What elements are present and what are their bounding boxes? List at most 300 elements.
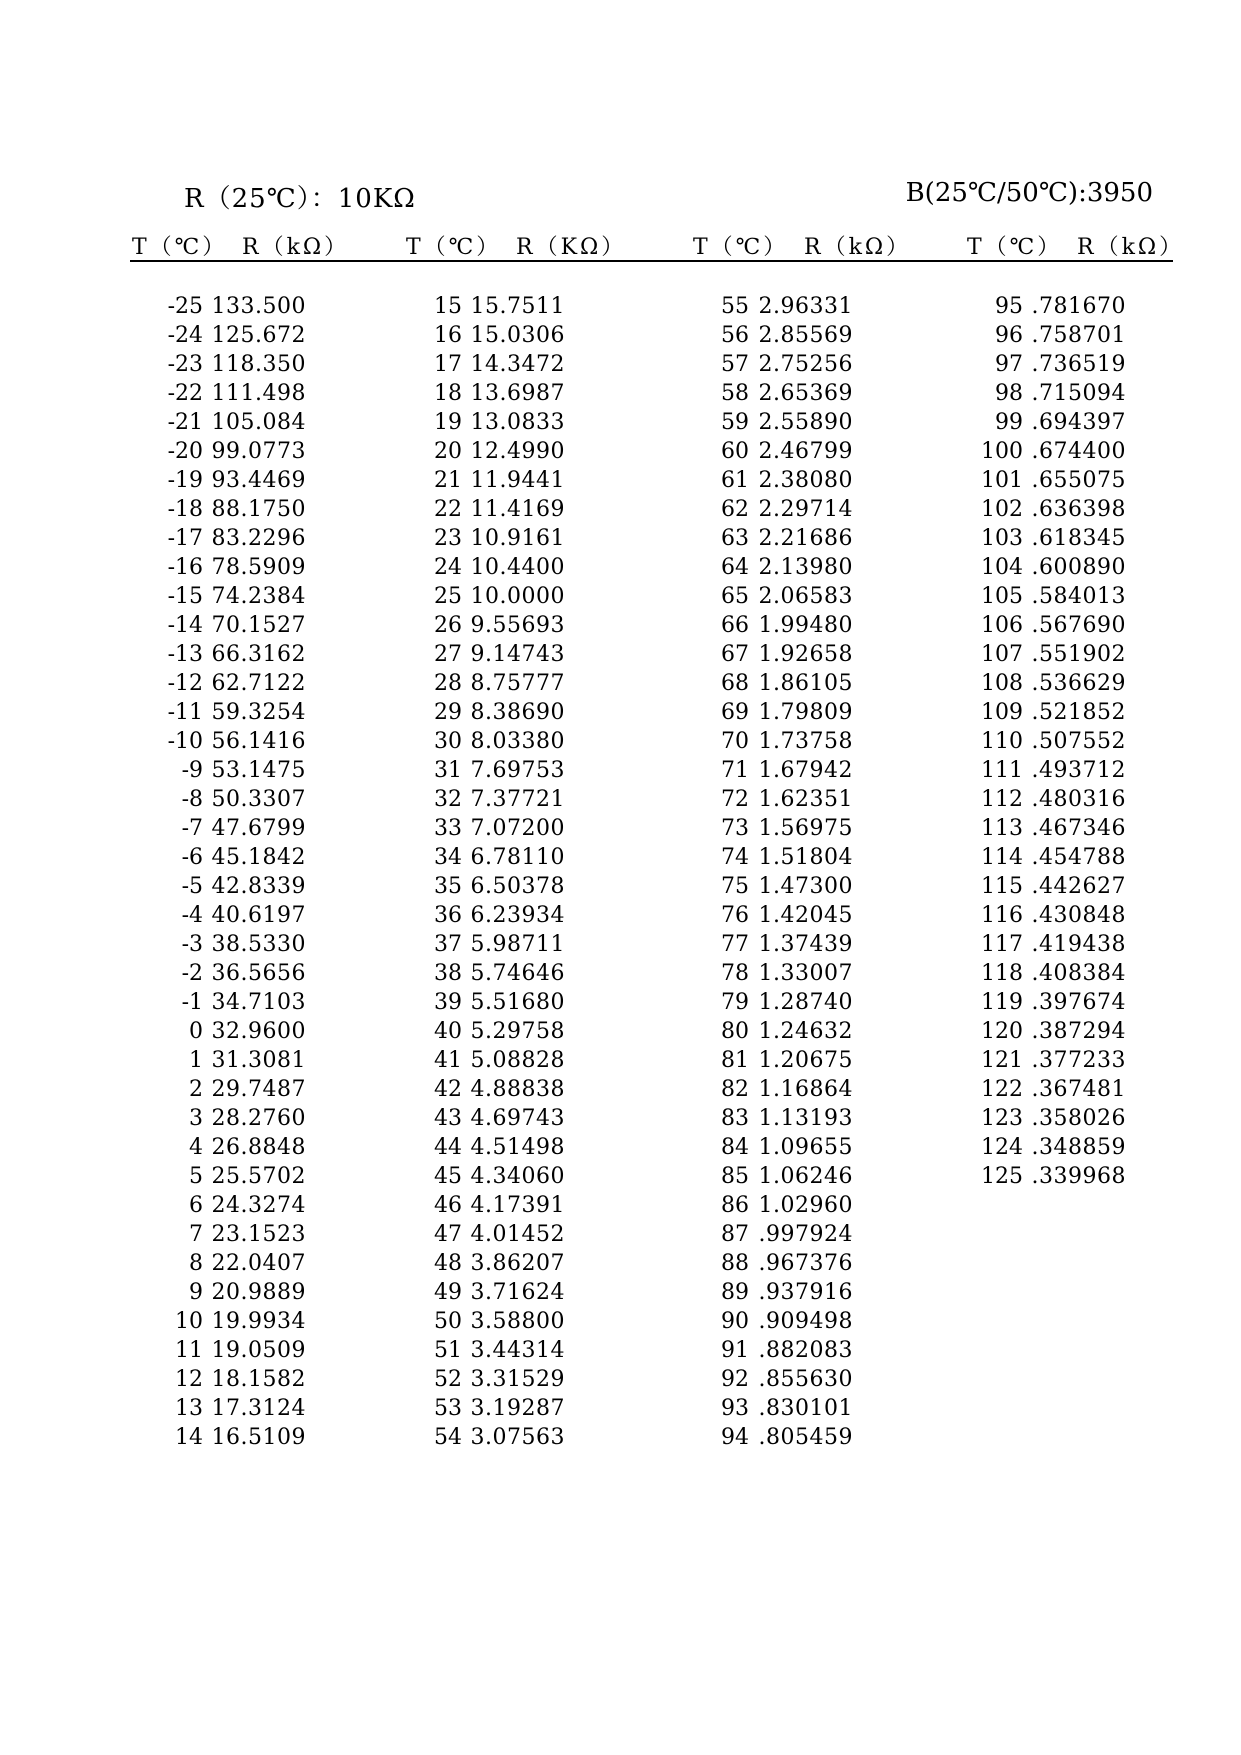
table-row — [130, 700, 1173, 729]
resistance-cell: .584013 — [1031, 584, 1126, 609]
temperature-cell: 122 — [981, 1077, 1023, 1102]
temperature-cell: 36 — [434, 903, 462, 928]
temperature-cell: 35 — [434, 874, 462, 899]
table-row — [130, 729, 1173, 758]
temperature-cell: 58 — [721, 381, 749, 406]
temperature-cell: 78 — [721, 961, 749, 986]
resistance-cell: 59.3254 — [211, 700, 306, 725]
temperature-cell: 115 — [981, 874, 1023, 899]
temperature-cell: 20 — [434, 439, 462, 464]
table-header — [130, 228, 1185, 262]
temperature-cell: -10 — [167, 729, 203, 754]
resistance-cell: 8.03380 — [470, 729, 565, 754]
resistance-cell: 15.0306 — [470, 323, 565, 348]
resistance-cell: .480316 — [1031, 787, 1126, 812]
temperature-cell: 2 — [189, 1077, 203, 1102]
resistance-cell: .909498 — [758, 1309, 853, 1334]
temperature-cell: -23 — [167, 352, 203, 377]
resistance-cell: 62.7122 — [211, 671, 306, 696]
resistance-cell: .736519 — [1031, 352, 1126, 377]
resistance-cell: .454788 — [1031, 845, 1126, 870]
temperature-cell: 21 — [434, 468, 462, 493]
temperature-cell: -4 — [181, 903, 203, 928]
table-row — [130, 1048, 1173, 1077]
temperature-cell: 66 — [721, 613, 749, 638]
temperature-cell: 28 — [434, 671, 462, 696]
resistance-cell: .358026 — [1031, 1106, 1126, 1131]
resistance-cell: 1.92658 — [758, 642, 853, 667]
header-resistance-3: R（kΩ） — [804, 235, 912, 260]
resistance-cell: 6.78110 — [470, 845, 565, 870]
resistance-cell: 11.4169 — [470, 497, 565, 522]
temperature-cell: -8 — [181, 787, 203, 812]
temperature-cell: 77 — [721, 932, 749, 957]
temperature-cell: -2 — [181, 961, 203, 986]
resistance-cell: 5.08828 — [470, 1048, 565, 1073]
temperature-cell: 95 — [995, 294, 1023, 319]
resistance-cell: 13.6987 — [470, 381, 565, 406]
temperature-cell: 49 — [434, 1280, 462, 1305]
temperature-cell: 76 — [721, 903, 749, 928]
header-temperature-2: T（℃） — [406, 235, 502, 260]
resistance-cell: 1.42045 — [758, 903, 853, 928]
resistance-cell: 12.4990 — [470, 439, 565, 464]
temperature-cell: 64 — [721, 555, 749, 580]
resistance-cell: 1.24632 — [758, 1019, 853, 1044]
resistance-cell: 125.672 — [211, 323, 306, 348]
resistance-cell: 36.5656 — [211, 961, 306, 986]
resistance-cell: 50.3307 — [211, 787, 306, 812]
resistance-cell: 4.69743 — [470, 1106, 565, 1131]
table-row — [130, 932, 1173, 961]
table-row — [130, 1164, 1173, 1193]
resistance-cell: 8.75777 — [470, 671, 565, 696]
temperature-cell: 97 — [995, 352, 1023, 377]
resistance-cell: .655075 — [1031, 468, 1126, 493]
temperature-cell: 51 — [434, 1338, 462, 1363]
temperature-cell: 112 — [981, 787, 1023, 812]
temperature-cell: 119 — [981, 990, 1023, 1015]
temperature-cell: 4 — [189, 1135, 203, 1160]
resistance-cell: 2.06583 — [758, 584, 853, 609]
temperature-cell: 91 — [721, 1338, 749, 1363]
header-temperature-1: T（℃） — [132, 235, 228, 260]
resistance-cell: 111.498 — [211, 381, 306, 406]
temperature-cell: 33 — [434, 816, 462, 841]
table-row — [130, 526, 1173, 555]
resistance-cell: .674400 — [1031, 439, 1126, 464]
resistance-cell: 66.3162 — [211, 642, 306, 667]
temperature-cell: -17 — [167, 526, 203, 551]
temperature-cell: -16 — [167, 555, 203, 580]
temperature-cell: 5 — [189, 1164, 203, 1189]
resistance-cell: 93.4469 — [211, 468, 306, 493]
resistance-cell: .551902 — [1031, 642, 1126, 667]
temperature-cell: 87 — [721, 1222, 749, 1247]
resistance-cell: .387294 — [1031, 1019, 1126, 1044]
resistance-cell: 3.58800 — [470, 1309, 565, 1334]
table-row — [130, 787, 1173, 816]
resistance-cell: 2.38080 — [758, 468, 853, 493]
temperature-cell: 19 — [434, 410, 462, 435]
resistance-cell: 13.0833 — [470, 410, 565, 435]
resistance-cell: 56.1416 — [211, 729, 306, 754]
temperature-cell: -20 — [167, 439, 203, 464]
temperature-cell: -18 — [167, 497, 203, 522]
temperature-cell: 54 — [434, 1425, 462, 1450]
table-row — [130, 584, 1173, 613]
temperature-cell: 108 — [981, 671, 1023, 696]
header-resistance-4: R（kΩ） — [1077, 235, 1185, 260]
resistance-cell: 4.17391 — [470, 1193, 565, 1218]
temperature-cell: 13 — [175, 1396, 203, 1421]
temperature-cell: 22 — [434, 497, 462, 522]
temperature-cell: 23 — [434, 526, 462, 551]
temperature-cell: 102 — [981, 497, 1023, 522]
rated-resistance-title: R（25℃）：10KΩ — [184, 184, 416, 214]
temperature-cell: -12 — [167, 671, 203, 696]
resistance-cell: 38.5330 — [211, 932, 306, 957]
temperature-cell: 61 — [721, 468, 749, 493]
temperature-cell: 11 — [175, 1338, 203, 1363]
temperature-cell: 48 — [434, 1251, 462, 1276]
resistance-cell: .937916 — [758, 1280, 853, 1305]
table-row — [130, 671, 1173, 700]
table-row — [130, 874, 1173, 903]
temperature-cell: 93 — [721, 1396, 749, 1421]
temperature-cell: 81 — [721, 1048, 749, 1073]
resistance-cell: 5.98711 — [470, 932, 565, 957]
table-row — [130, 1367, 1173, 1396]
resistance-cell: 133.500 — [211, 294, 306, 319]
header-resistance-1: R（kΩ） — [242, 235, 350, 260]
resistance-cell: 2.55890 — [758, 410, 853, 435]
temperature-cell: -9 — [181, 758, 203, 783]
resistance-cell: 70.1527 — [211, 613, 306, 638]
temperature-cell: 6 — [189, 1193, 203, 1218]
resistance-cell: 24.3274 — [211, 1193, 306, 1218]
resistance-cell: 42.8339 — [211, 874, 306, 899]
resistance-cell: 10.0000 — [470, 584, 565, 609]
temperature-cell: 0 — [189, 1019, 203, 1044]
temperature-cell: 106 — [981, 613, 1023, 638]
table-row — [130, 903, 1173, 932]
resistance-cell: 1.62351 — [758, 787, 853, 812]
resistance-cell: .397674 — [1031, 990, 1126, 1015]
table-row — [130, 555, 1173, 584]
temperature-cell: 63 — [721, 526, 749, 551]
temperature-cell: 107 — [981, 642, 1023, 667]
temperature-cell: 71 — [721, 758, 749, 783]
resistance-cell: .715094 — [1031, 381, 1126, 406]
temperature-cell: 1 — [189, 1048, 203, 1073]
table-row — [130, 410, 1173, 439]
resistance-cell: 1.56975 — [758, 816, 853, 841]
temperature-cell: 110 — [981, 729, 1023, 754]
resistance-cell: 1.09655 — [758, 1135, 853, 1160]
table-row — [130, 961, 1173, 990]
temperature-cell: 79 — [721, 990, 749, 1015]
temperature-cell: 44 — [434, 1135, 462, 1160]
resistance-cell: 2.13980 — [758, 555, 853, 580]
resistance-cell: 10.4400 — [470, 555, 565, 580]
resistance-cell: .618345 — [1031, 526, 1126, 551]
resistance-cell: 2.21686 — [758, 526, 853, 551]
temperature-cell: 60 — [721, 439, 749, 464]
temperature-cell: 16 — [434, 323, 462, 348]
resistance-cell: 9.55693 — [470, 613, 565, 638]
temperature-cell: 103 — [981, 526, 1023, 551]
temperature-cell: 10 — [175, 1309, 203, 1334]
resistance-cell: 83.2296 — [211, 526, 306, 551]
resistance-cell: 105.084 — [211, 410, 306, 435]
resistance-cell: 6.50378 — [470, 874, 565, 899]
resistance-cell: 1.20675 — [758, 1048, 853, 1073]
table-row — [130, 1309, 1173, 1338]
resistance-cell: 2.46799 — [758, 439, 853, 464]
temperature-cell: 34 — [434, 845, 462, 870]
resistance-cell: .805459 — [758, 1425, 853, 1450]
temperature-cell: 38 — [434, 961, 462, 986]
resistance-cell: .855630 — [758, 1367, 853, 1392]
header-resistance-2: R（KΩ） — [516, 235, 627, 260]
resistance-cell: 3.07563 — [470, 1425, 565, 1450]
resistance-cell: .408384 — [1031, 961, 1126, 986]
resistance-cell: 2.96331 — [758, 294, 853, 319]
resistance-cell: 11.9441 — [470, 468, 565, 493]
temperature-cell: -7 — [181, 816, 203, 841]
resistance-cell: 14.3472 — [470, 352, 565, 377]
table-row — [130, 439, 1173, 468]
resistance-cell: 9.14743 — [470, 642, 565, 667]
table-row — [130, 758, 1173, 787]
table-row — [130, 642, 1173, 671]
resistance-cell: 19.0509 — [211, 1338, 306, 1363]
temperature-cell: 14 — [175, 1425, 203, 1450]
table-row — [130, 1222, 1173, 1251]
temperature-cell: 43 — [434, 1106, 462, 1131]
temperature-cell: 30 — [434, 729, 462, 754]
table-row — [130, 381, 1173, 410]
resistance-cell: 1.73758 — [758, 729, 853, 754]
table-row — [130, 990, 1173, 1019]
resistance-cell: .377233 — [1031, 1048, 1126, 1073]
resistance-cell: 29.7487 — [211, 1077, 306, 1102]
resistance-cell: .882083 — [758, 1338, 853, 1363]
table-row — [130, 816, 1173, 845]
resistance-cell: 40.6197 — [211, 903, 306, 928]
temperature-cell: 73 — [721, 816, 749, 841]
table-row — [130, 1019, 1173, 1048]
table-row — [130, 497, 1173, 526]
temperature-cell: 15 — [434, 294, 462, 319]
table-row — [130, 1396, 1173, 1425]
temperature-cell: 125 — [981, 1164, 1023, 1189]
resistance-cell: 3.86207 — [470, 1251, 565, 1276]
resistance-cell: 31.3081 — [211, 1048, 306, 1073]
resistance-cell: .430848 — [1031, 903, 1126, 928]
resistance-cell: 1.28740 — [758, 990, 853, 1015]
resistance-cell: 1.47300 — [758, 874, 853, 899]
temperature-cell: 85 — [721, 1164, 749, 1189]
resistance-cell: 5.29758 — [470, 1019, 565, 1044]
temperature-cell: -13 — [167, 642, 203, 667]
temperature-cell: 89 — [721, 1280, 749, 1305]
temperature-cell: 37 — [434, 932, 462, 957]
temperature-cell: -25 — [167, 294, 203, 319]
temperature-cell: 50 — [434, 1309, 462, 1334]
temperature-cell: 75 — [721, 874, 749, 899]
table-row — [130, 294, 1173, 323]
resistance-cell: .997924 — [758, 1222, 853, 1247]
temperature-cell: 114 — [981, 845, 1023, 870]
resistance-cell: 1.51804 — [758, 845, 853, 870]
table-row — [130, 323, 1173, 352]
temperature-cell: 18 — [434, 381, 462, 406]
temperature-cell: 59 — [721, 410, 749, 435]
temperature-cell: 84 — [721, 1135, 749, 1160]
temperature-cell: 40 — [434, 1019, 462, 1044]
temperature-cell: 92 — [721, 1367, 749, 1392]
resistance-cell: 7.37721 — [470, 787, 565, 812]
resistance-cell: 3.71624 — [470, 1280, 565, 1305]
temperature-cell: 113 — [981, 816, 1023, 841]
resistance-cell: 3.44314 — [470, 1338, 565, 1363]
temperature-cell: 80 — [721, 1019, 749, 1044]
resistance-cell: 26.8848 — [211, 1135, 306, 1160]
temperature-cell: 42 — [434, 1077, 462, 1102]
table-row — [130, 1077, 1173, 1106]
temperature-cell: 53 — [434, 1396, 462, 1421]
temperature-cell: 46 — [434, 1193, 462, 1218]
resistance-cell: 4.34060 — [470, 1164, 565, 1189]
temperature-cell: 24 — [434, 555, 462, 580]
resistance-cell: 1.37439 — [758, 932, 853, 957]
temperature-cell: 90 — [721, 1309, 749, 1334]
resistance-cell: .493712 — [1031, 758, 1126, 783]
resistance-cell: 23.1523 — [211, 1222, 306, 1247]
resistance-cell: 32.9600 — [211, 1019, 306, 1044]
temperature-cell: 41 — [434, 1048, 462, 1073]
resistance-cell: 19.9934 — [211, 1309, 306, 1334]
temperature-cell: -19 — [167, 468, 203, 493]
resistance-cell: 25.5702 — [211, 1164, 306, 1189]
resistance-cell: 99.0773 — [211, 439, 306, 464]
temperature-cell: 56 — [721, 323, 749, 348]
resistance-cell: .758701 — [1031, 323, 1126, 348]
b-value-title: B(25℃/50℃):3950 — [905, 178, 1153, 208]
resistance-cell: 1.02960 — [758, 1193, 853, 1218]
resistance-cell: 47.6799 — [211, 816, 306, 841]
resistance-cell: .967376 — [758, 1251, 853, 1276]
temperature-cell: -21 — [167, 410, 203, 435]
temperature-cell: 7 — [189, 1222, 203, 1247]
resistance-cell: 10.9161 — [470, 526, 565, 551]
table-row — [130, 613, 1173, 642]
resistance-cell: 53.1475 — [211, 758, 306, 783]
temperature-cell: 12 — [175, 1367, 203, 1392]
resistance-cell: 2.65369 — [758, 381, 853, 406]
temperature-cell: 65 — [721, 584, 749, 609]
resistance-cell: .830101 — [758, 1396, 853, 1421]
resistance-cell: .781670 — [1031, 294, 1126, 319]
temperature-cell: 55 — [721, 294, 749, 319]
temperature-cell: 69 — [721, 700, 749, 725]
temperature-cell: 27 — [434, 642, 462, 667]
temperature-cell: 82 — [721, 1077, 749, 1102]
resistance-cell: .567690 — [1031, 613, 1126, 638]
table-row — [130, 1135, 1173, 1164]
resistance-cell: .507552 — [1031, 729, 1126, 754]
resistance-cell: 18.1582 — [211, 1367, 306, 1392]
temperature-cell: 26 — [434, 613, 462, 638]
temperature-cell: 17 — [434, 352, 462, 377]
resistance-cell: .442627 — [1031, 874, 1126, 899]
temperature-cell: 124 — [981, 1135, 1023, 1160]
resistance-cell: 5.74646 — [470, 961, 565, 986]
temperature-cell: -11 — [167, 700, 203, 725]
temperature-cell: 120 — [981, 1019, 1023, 1044]
temperature-cell: 117 — [981, 932, 1023, 957]
table-row — [130, 468, 1173, 497]
resistance-cell: 1.86105 — [758, 671, 853, 696]
resistance-cell: 16.5109 — [211, 1425, 306, 1450]
resistance-cell: 1.67942 — [758, 758, 853, 783]
resistance-cell: .536629 — [1031, 671, 1126, 696]
resistance-cell: 2.29714 — [758, 497, 853, 522]
resistance-cell: 15.7511 — [470, 294, 565, 319]
temperature-cell: 74 — [721, 845, 749, 870]
resistance-cell: 28.2760 — [211, 1106, 306, 1131]
resistance-cell: 34.7103 — [211, 990, 306, 1015]
temperature-cell: 123 — [981, 1106, 1023, 1131]
resistance-cell: .600890 — [1031, 555, 1126, 580]
temperature-cell: 94 — [721, 1425, 749, 1450]
resistance-cell: .348859 — [1031, 1135, 1126, 1160]
temperature-cell: -5 — [181, 874, 203, 899]
temperature-cell: 101 — [981, 468, 1023, 493]
resistance-cell: 20.9889 — [211, 1280, 306, 1305]
table-row — [130, 1280, 1173, 1309]
resistance-cell: 7.69753 — [470, 758, 565, 783]
resistance-cell: 1.16864 — [758, 1077, 853, 1102]
temperature-cell: 62 — [721, 497, 749, 522]
temperature-cell: -6 — [181, 845, 203, 870]
temperature-cell: -15 — [167, 584, 203, 609]
header-temperature-4: T（℃） — [967, 235, 1063, 260]
resistance-cell: 1.06246 — [758, 1164, 853, 1189]
resistance-cell: 78.5909 — [211, 555, 306, 580]
resistance-cell: 3.31529 — [470, 1367, 565, 1392]
temperature-cell: -3 — [181, 932, 203, 957]
table-row — [130, 1425, 1173, 1454]
resistance-cell: 4.88838 — [470, 1077, 565, 1102]
temperature-cell: 70 — [721, 729, 749, 754]
resistance-cell: .521852 — [1031, 700, 1126, 725]
resistance-cell: 1.79809 — [758, 700, 853, 725]
resistance-cell: 17.3124 — [211, 1396, 306, 1421]
table-row — [130, 845, 1173, 874]
temperature-cell: 25 — [434, 584, 462, 609]
resistance-cell: 118.350 — [211, 352, 306, 377]
resistance-cell: 22.0407 — [211, 1251, 306, 1276]
temperature-cell: -22 — [167, 381, 203, 406]
resistance-cell: 88.1750 — [211, 497, 306, 522]
temperature-cell: 96 — [995, 323, 1023, 348]
temperature-cell: 39 — [434, 990, 462, 1015]
temperature-cell: 8 — [189, 1251, 203, 1276]
temperature-cell: 86 — [721, 1193, 749, 1218]
